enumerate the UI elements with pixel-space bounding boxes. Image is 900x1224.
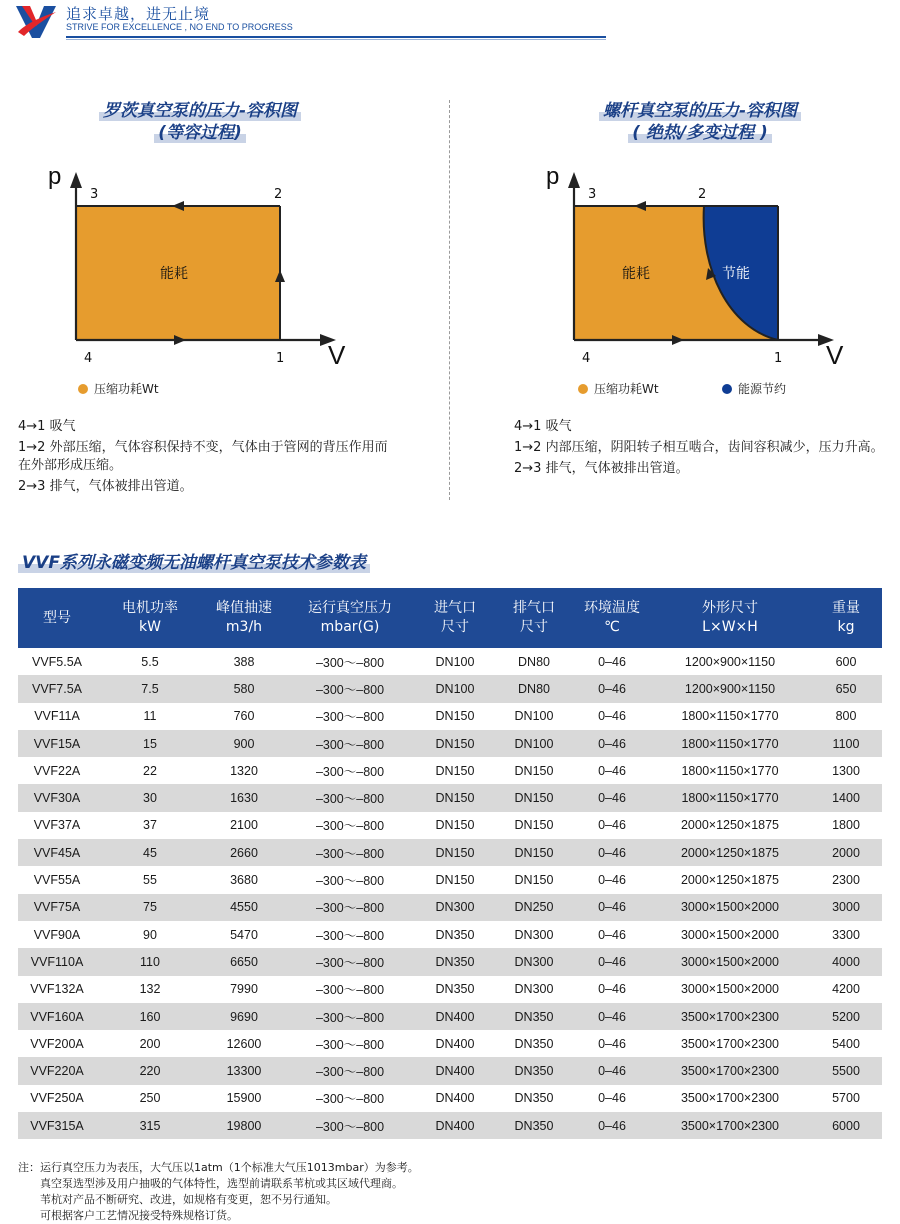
table-row [18,812,882,839]
table-cell: VVF15A [18,730,96,757]
table-cell: 30 [96,784,204,811]
point-4-label: 4 [582,351,591,366]
table-cell: DN350 [435,927,475,942]
table-cell: DN400 [435,1091,475,1106]
column-header-line: kg [837,619,855,635]
table-cell: 3500×1700×2300 [650,1003,810,1030]
table-cell: VVF110A [18,948,96,975]
table-cell: 1100 [810,730,882,757]
table-cell: –300～–800 [284,784,416,811]
table-cell: 13300 [204,1057,284,1084]
table-cell: 75 [96,894,204,921]
table-cell: DN350 [514,1091,554,1106]
table-cell: DN150 [435,709,475,724]
table-cell: 11 [143,709,157,724]
table-cell: –300～–800 [315,928,385,943]
table-row [18,1085,882,1112]
table-cell: 3500×1700×2300 [650,1112,810,1139]
notes [18,1160,419,1224]
panel-divider [449,100,450,500]
table-row [18,866,882,893]
table-cell: 7990 [230,982,258,997]
point-1-label: 1 [774,351,783,366]
table-cell: 5200 [810,1003,882,1030]
column-header-line: 外形尺寸 [702,600,758,616]
table-cell: 0–46 [598,982,626,997]
table-cell: DN150 [494,839,574,866]
table-row [18,730,882,757]
column-header-line: ℃ [604,619,620,635]
blue-dot-icon [722,384,732,394]
table-cell: 1800 [832,818,860,833]
table-cell: –300～–800 [315,1037,385,1052]
column-header [18,588,96,648]
table-cell: –300～–800 [315,655,385,670]
table-cell: 580 [204,675,284,702]
table-cell: DN400 [416,1112,494,1139]
table-cell: DN350 [494,1003,574,1030]
table-cell: 4000 [810,948,882,975]
table-cell: 132 [139,982,161,997]
p-axis-arrow-icon [70,172,82,188]
point-4-label: 4 [84,351,93,366]
table-cell: DN350 [416,948,494,975]
table-cell: 2660 [204,839,284,866]
table-row [18,921,882,948]
table-row [18,703,882,730]
table-cell: –300～–800 [284,948,416,975]
table-cell: DN100 [435,654,475,669]
table-cell: 900 [204,730,284,757]
note-line: 可根据客户工艺情况接受特殊规格订货。 [40,1209,238,1222]
table-cell: –300～–800 [315,819,385,834]
screw-desc-compress: 1→2 内部压缩，阴阳转子相互啮合，齿间容积减少，压力升高。 [514,440,884,455]
table-cell: DN150 [435,818,475,833]
table-cell: 37 [143,818,157,833]
legend-compress-work: 压缩功耗Wt [94,382,159,396]
table-cell: DN100 [514,709,554,724]
table-cell: 0–46 [598,1036,626,1051]
spec-table [18,588,882,1139]
table-cell: VVF11A [34,709,80,724]
column-header-line: mbar(G) [320,619,380,635]
table-cell: 0–46 [574,1003,650,1030]
table-cell: 7.5 [96,675,204,702]
roots-pv-diagram [40,158,370,378]
table-cell: 2000×1250×1875 [650,839,810,866]
table-cell: 1320 [230,763,258,778]
table-cell: 0–46 [598,1091,626,1106]
point-3-label: 3 [588,187,597,202]
roots-desc-exhaust: 2→3 排气，气体被排出管道。 [18,479,193,494]
table-cell: VVF7.5A [18,675,96,702]
spec-table-body [18,648,882,1139]
table-cell: 5700 [832,1091,860,1106]
table-cell: 650 [810,675,882,702]
point-1-label: 1 [276,351,285,366]
table-cell: 6000 [810,1112,882,1139]
table-cell: DN150 [435,763,475,778]
table-cell: DN150 [514,763,554,778]
spec-table-title [18,548,370,573]
table-cell: VVF315A [18,1112,96,1139]
table-cell: DN150 [416,784,494,811]
table-cell: 0–46 [598,763,626,778]
table-cell: 1800×1150×1770 [650,784,810,811]
table-cell: 3000×1500×2000 [650,948,810,975]
p-axis-label: p [48,163,62,190]
column-header [494,588,574,648]
table-cell: DN100 [494,730,574,757]
screw-title-line1: 螺杆真空泵的压力-容积图 [599,101,801,121]
table-cell: VVF30A [18,784,96,811]
table-cell: DN150 [416,730,494,757]
screw-pv-diagram [538,158,868,378]
header-divider [66,36,606,38]
table-cell: 0–46 [574,839,650,866]
table-cell: 3000×1500×2000 [680,927,780,942]
table-cell: VVF250A [30,1091,84,1106]
table-cell: 15 [96,730,204,757]
table-cell: DN150 [416,839,494,866]
table-cell: 3500×1700×2300 [680,1036,780,1051]
roots-desc-compress: 1→2 外部压缩，气体容积保持不变，气体由于管网的背压作用而在外部形成压缩。 [18,440,388,473]
legend-energy-saving: 能源节约 [738,382,787,396]
screw-desc-exhaust: 2→3 排气，气体被排出管道。 [514,461,689,476]
roots-title-line2: (等容过程) [154,123,246,143]
column-header [96,588,204,648]
roots-legend [78,380,159,397]
table-cell: VVF37A [33,818,81,833]
slogan-chinese: 追求卓越，进无止境 [66,5,211,23]
column-header [810,588,882,648]
table-cell: 0–46 [574,784,650,811]
table-cell: 3500×1700×2300 [650,1057,810,1084]
table-cell: 0–46 [574,894,650,921]
table-cell: VVF55A [33,873,81,888]
roots-pv-panel [0,100,440,520]
table-cell: 0–46 [574,675,650,702]
table-cell: 5500 [810,1057,882,1084]
table-cell: 0–46 [598,927,626,942]
screw-desc-intake: 4→1 吸气 [514,419,572,434]
table-cell: 22 [143,763,157,778]
table-cell: 1200×900×1150 [650,675,810,702]
table-cell: –300～–800 [315,1092,385,1107]
table-cell: 2300 [832,873,860,888]
table-cell: –300～–800 [284,675,416,702]
table-cell: 315 [96,1112,204,1139]
table-row [18,784,882,811]
column-header [284,588,416,648]
table-cell: 0–46 [598,654,626,669]
table-cell: DN80 [494,675,574,702]
column-header-line: L×W×H [702,619,758,635]
table-row [18,1112,882,1139]
point-3-label: 3 [90,187,99,202]
screw-legend-saving [722,380,786,397]
table-row [18,757,882,784]
table-cell: 45 [96,839,204,866]
column-header-line: 环境温度 [584,600,640,616]
table-cell: –300～–800 [284,894,416,921]
column-header-line: 型号 [43,609,71,626]
table-cell: DN300 [494,948,574,975]
screw-title-line2: ( 绝热/多变过程 ) [628,123,772,143]
table-cell: 1200×900×1150 [684,654,776,669]
table-cell: 0–46 [598,873,626,888]
table-cell: 250 [139,1091,161,1106]
note-line: 运行真空压力为表压，大气压以1atm（1个标准大气压1013mbar）为参考。 [40,1161,419,1174]
table-cell: VVF22A [33,763,81,778]
table-row [18,839,882,866]
table-cell: VVF160A [18,1003,96,1030]
table-cell: 0–46 [574,1112,650,1139]
table-cell: 0–46 [598,709,626,724]
spec-table-header [18,588,882,648]
table-cell: 2000×1250×1875 [680,818,780,833]
column-header-line: 排气口 [513,600,555,616]
table-cell: 5470 [230,927,258,942]
table-cell: 1400 [810,784,882,811]
table-cell: DN100 [416,675,494,702]
table-cell: 5.5 [141,654,159,669]
table-cell: 3680 [230,873,258,888]
screw-description [514,418,884,481]
table-row [18,1030,882,1057]
orange-dot-icon [578,384,588,394]
table-cell: 1800×1150×1770 [681,709,779,724]
table-cell: –300～–800 [284,1003,416,1030]
table-row [18,948,882,975]
table-cell: VVF75A [18,894,96,921]
table-cell: DN350 [514,1036,554,1051]
energy-region-label: 能耗 [160,266,188,282]
table-cell: –300～–800 [284,1112,416,1139]
table-cell: DN300 [416,894,494,921]
note-line: 苇杭对产品不断研究、改进，如规格有变更，恕不另行通知。 [40,1193,337,1206]
table-cell: 388 [233,654,255,669]
column-header-line: 尺寸 [441,619,469,635]
roots-title-line1: 罗茨真空泵的压力-容积图 [99,101,301,121]
table-cell: VVF132A [30,982,84,997]
table-cell: DN300 [514,927,554,942]
table-row [18,1057,882,1084]
table-cell: 1800×1150×1770 [681,763,779,778]
point-2-label: 2 [698,187,707,202]
table-cell: VVF45A [18,839,96,866]
table-cell: DN300 [514,982,554,997]
column-header-line: 重量 [832,600,860,616]
table-cell: 0–46 [598,818,626,833]
table-cell: VVF5.5A [31,654,83,669]
table-cell: 3300 [832,927,860,942]
column-header [416,588,494,648]
table-cell: 110 [96,948,204,975]
table-cell: 9690 [204,1003,284,1030]
table-cell: 3500×1700×2300 [680,1091,780,1106]
legend-compress-work: 压缩功耗Wt [594,382,659,396]
table-cell: 1630 [204,784,284,811]
table-cell: 4200 [832,982,860,997]
column-header-line: 峰值抽速 [216,600,272,616]
table-cell: 1800×1150×1770 [650,730,810,757]
table-cell: 6650 [204,948,284,975]
table-cell: DN400 [416,1057,494,1084]
table-cell: 760 [233,709,255,724]
screw-pv-panel [460,100,900,520]
roots-desc-intake: 4→1 吸气 [18,419,76,434]
page-header [0,0,900,45]
table-cell: 15900 [226,1091,262,1106]
v-axis-label: V [826,340,844,370]
screw-legend-compress [578,380,659,397]
brand-logo-icon [14,2,58,40]
table-row [18,976,882,1003]
point-2-label: 2 [274,187,283,202]
roots-diagram-title [30,100,370,144]
table-cell: DN350 [494,1057,574,1084]
table-cell: –300～–800 [315,710,385,725]
table-cell: 2000×1250×1875 [680,873,780,888]
table-cell: –300～–800 [315,874,385,889]
table-cell: 600 [835,654,857,669]
table-cell: DN250 [494,894,574,921]
table-cell: 2000 [810,839,882,866]
column-header [650,588,810,648]
table-cell: 0–46 [574,948,650,975]
note-line: 真空泵选型涉及用户抽吸的气体特性，选型前请联系苇杭或其区域代理商。 [40,1177,403,1190]
column-header-line: 电机功率 [122,600,178,616]
table-cell: 220 [96,1057,204,1084]
table-cell: 800 [835,709,857,724]
notes-prefix: 注： [18,1161,40,1174]
table-cell: 5400 [832,1036,860,1051]
table-cell: DN150 [514,818,554,833]
table-cell: 0–46 [574,730,650,757]
header-divider-thin [66,39,606,40]
table-cell: 19800 [204,1112,284,1139]
column-header-line: 进气口 [434,600,476,616]
table-cell: DN150 [514,873,554,888]
table-cell: DN350 [435,982,475,997]
table-cell: 3000 [810,894,882,921]
orange-dot-icon [78,384,88,394]
table-cell: 3000×1500×2000 [650,894,810,921]
p-axis-label: p [546,163,560,190]
table-cell: –300～–800 [315,764,385,779]
table-row [18,675,882,702]
slogan-english: STRIVE FOR EXCELLENCE , NO END TO PROGRESS [66,22,293,32]
column-header-line: 运行真空压力 [308,600,392,616]
table-cell: 200 [139,1036,161,1051]
table-cell: VVF90A [33,927,81,942]
table-cell: 90 [143,927,157,942]
v-axis-label: V [328,340,346,370]
table-cell: 2100 [230,818,258,833]
table-cell: DN80 [518,654,550,669]
table-cell: 4550 [204,894,284,921]
p-axis-arrow-icon [568,172,580,188]
column-header-line: m3/h [225,619,263,635]
energy-region-label: 能耗 [622,266,650,282]
table-cell: 12600 [226,1036,262,1051]
table-cell: 0–46 [574,1057,650,1084]
table-cell: DN400 [416,1003,494,1030]
table-cell: VVF220A [18,1057,96,1084]
table-cell: 1300 [832,763,860,778]
column-header-line: 尺寸 [520,619,548,635]
saving-region-label: 节能 [722,266,750,282]
table-cell: 160 [96,1003,204,1030]
column-header-line: kW [139,619,161,635]
table-cell: DN150 [435,873,475,888]
roots-description [18,418,398,499]
table-cell: 3000×1500×2000 [680,982,780,997]
table-cell: DN150 [494,784,574,811]
table-cell: 55 [143,873,157,888]
table-row [18,648,882,675]
table-cell: –300～–800 [284,730,416,757]
table-row [18,894,882,921]
table-cell: –300～–800 [284,839,416,866]
table-cell: DN350 [494,1112,574,1139]
table-row [18,1003,882,1030]
column-header [204,588,284,648]
screw-diagram-title [530,100,870,144]
table-cell: DN400 [435,1036,475,1051]
spec-table-title-text: VVF系列永磁变频无油螺杆真空泵技术参数表 [18,553,370,573]
table-cell: –300～–800 [284,1057,416,1084]
table-cell: –300～–800 [315,983,385,998]
column-header [574,588,650,648]
table-cell: VVF200A [30,1036,84,1051]
